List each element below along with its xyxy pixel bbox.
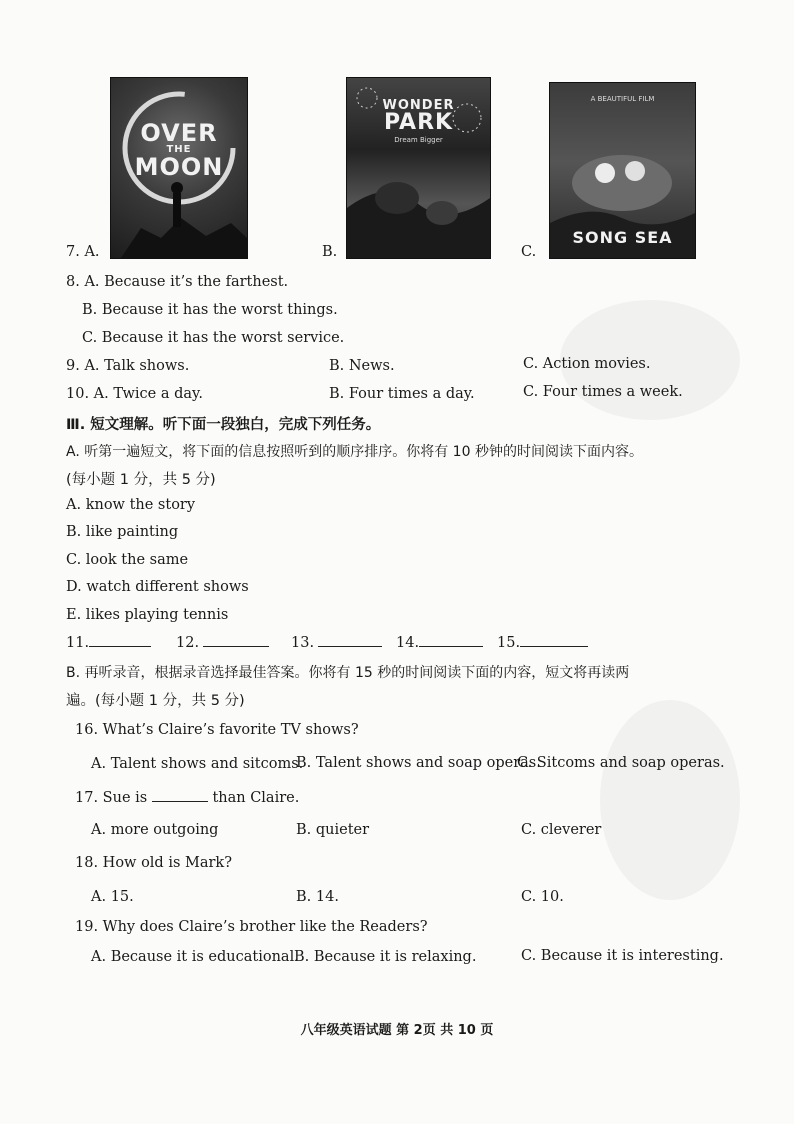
q17-option-c: C. cleverer	[521, 822, 602, 838]
section3-partA-instructions: A. 听第一遍短文，将下面的信息按照听到的顺序排序。你将有 10 秒钟的时间阅读下面内容。	[66, 444, 643, 460]
q19-stem: 19. Why does Claire’s brother like the Readers?	[75, 919, 428, 935]
q19-option-a: A. Because it is educational.	[91, 949, 299, 965]
q17-blank[interactable]	[152, 789, 208, 802]
q17-stem	[75, 789, 299, 806]
q17-option-b: B. quieter	[296, 822, 370, 838]
q8-option-b: B. Because it has the worst things.	[82, 302, 338, 318]
q7-number: 7. A.	[66, 244, 100, 260]
q19-option-c: C. Because it is interesting.	[521, 948, 724, 964]
section3-partB-score: 遍。(每小题 1 分，共 5 分)	[66, 693, 245, 709]
q18-option-a: A. 15.	[91, 889, 134, 905]
partA-option: C. look the same	[66, 552, 189, 568]
q18-option-b: B. 14.	[296, 889, 339, 905]
answer-blank-12[interactable]	[176, 634, 269, 651]
answer-blank-13[interactable]	[291, 634, 382, 651]
q17-stem-start: 17. Sue is	[75, 790, 148, 806]
q7-b-label: B.	[322, 244, 338, 260]
q9-option-c: C. Action movies.	[523, 356, 651, 372]
q19-option-b: B. Because it is relaxing.	[294, 949, 477, 965]
partA-option: A. know the story	[66, 497, 196, 513]
section3-partB-instructions: B. 再听录音，根据录音选择最佳答案。你将有 15 秒的时间阅读下面的内容，短文将再读两	[66, 665, 630, 681]
q10-option-a: 10. A. Twice a day.	[66, 386, 203, 402]
q8-option-c: C. Because it has the worst service.	[82, 330, 345, 346]
poster-wonder-park[interactable]	[346, 77, 491, 259]
q17-stem-end: than Claire.	[212, 790, 300, 806]
poster-title: SONG SEA	[572, 228, 673, 247]
q9-option-a: 9. A. Talk shows.	[66, 358, 190, 374]
q18-stem: 18. How old is Mark?	[75, 855, 232, 871]
poster-title: WONDER	[382, 98, 455, 113]
blank-line[interactable]	[203, 634, 269, 647]
poster-title: PARK	[383, 110, 454, 135]
poster-subtitle: Dream Bigger	[394, 136, 443, 144]
q10-option-c: C. Four times a week.	[523, 384, 683, 400]
blank-line[interactable]	[520, 634, 588, 647]
blank-number: 12.	[176, 635, 200, 651]
blank-number: 13.	[291, 635, 315, 651]
q7-c-label: C.	[521, 244, 537, 260]
q18-option-c: C. 10.	[521, 889, 564, 905]
answer-blank-11[interactable]	[66, 634, 151, 651]
page-footer: 八年级英语试题 第 2页 共 10 页	[300, 1023, 494, 1038]
partA-option: B. like painting	[66, 524, 179, 540]
poster-song-sea[interactable]	[549, 82, 696, 259]
partA-option: D. watch different shows	[66, 579, 249, 595]
partA-option: E. likes playing tennis	[66, 607, 229, 623]
blank-line[interactable]	[318, 634, 382, 647]
q17-option-a: A. more outgoing	[91, 822, 219, 838]
section3-title: Ⅲ. 短文理解。听下面一段独白，完成下列任务。	[66, 417, 381, 433]
poster-title: OVER	[140, 119, 218, 147]
section3-partA-score: (每小题 1 分，共 5 分)	[66, 472, 216, 488]
q9-option-b: B. News.	[329, 358, 395, 374]
answer-blank-14[interactable]	[396, 634, 483, 651]
blank-line[interactable]	[89, 634, 151, 647]
poster-title: MOON	[134, 153, 224, 181]
q10-option-b: B. Four times a day.	[329, 386, 475, 402]
q16-stem: 16. What’s Claire’s favorite TV shows?	[75, 722, 359, 738]
poster-tagline: A BEAUTIFUL FILM	[590, 95, 655, 103]
q16-option-a: A. Talent shows and sitcoms.	[91, 756, 304, 772]
blank-number: 11.	[66, 635, 90, 651]
blank-line[interactable]	[419, 634, 483, 647]
q16-option-b: B. Talent shows and soap operas.	[296, 755, 541, 771]
blank-number: 14.	[396, 635, 420, 651]
q8-option-a: 8. A. Because it’s the farthest.	[66, 274, 289, 290]
scan-smudge	[600, 700, 740, 900]
blank-number: 15.	[497, 635, 521, 651]
poster-title: THE	[166, 144, 192, 155]
answer-blank-15[interactable]	[497, 634, 588, 651]
poster-over-the-moon[interactable]	[110, 77, 248, 259]
q16-option-c: C. Sitcoms and soap operas.	[517, 755, 725, 771]
